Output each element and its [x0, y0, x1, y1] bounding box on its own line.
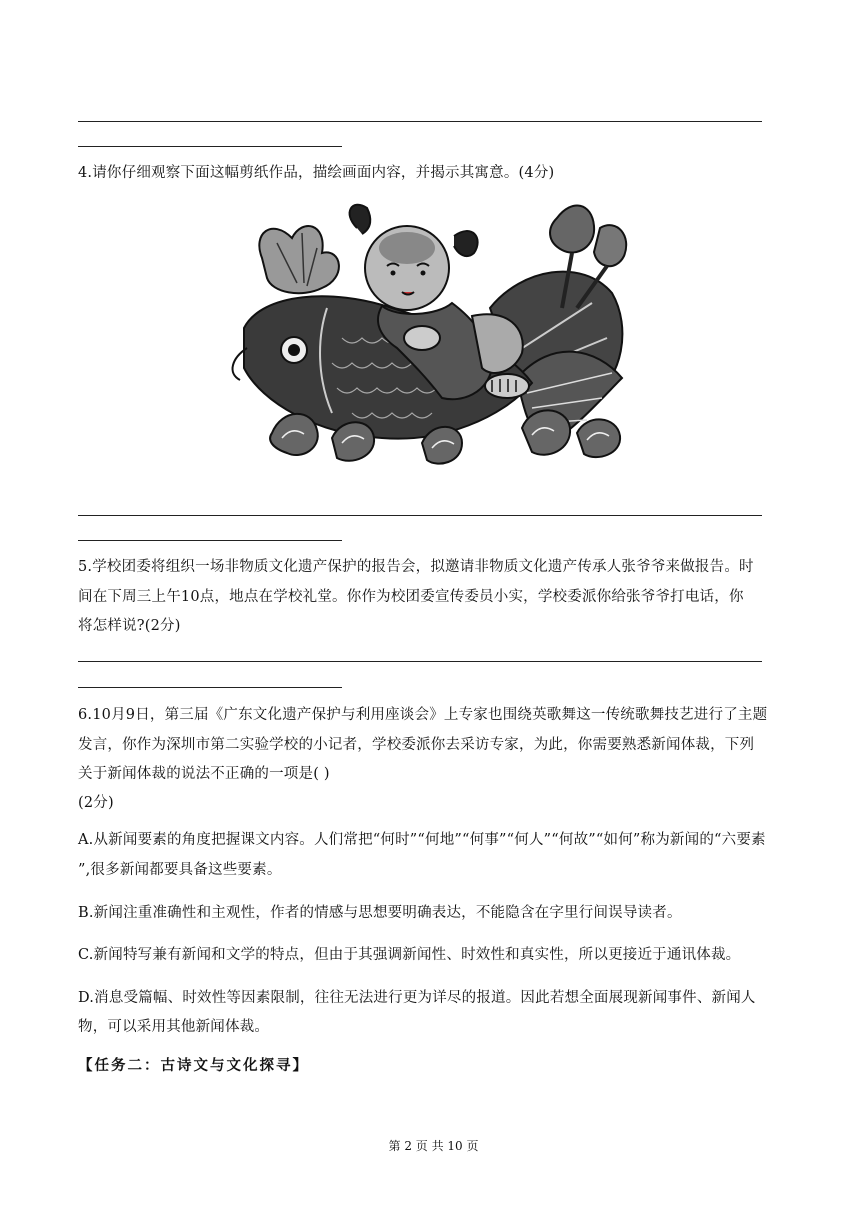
question-5-line-3: 将怎样说?(2分): [78, 618, 181, 634]
answer-line[interactable]: [78, 687, 342, 688]
section-heading-task-2: 【任务二：古诗文与文化探寻】: [78, 1058, 309, 1074]
question-5-line-1: 5.学校团委将组织一场非物质文化遗产保护的报告会，拟邀请非物质文化遗产传承人张爷爷来做报告。时: [78, 559, 754, 575]
answer-line[interactable]: [78, 515, 762, 516]
question-5-line-2: 间在下周三上午10点，地点在学校礼堂。你作为校团委宣传委员小实，学校委派你给张爷爷打电话，你: [78, 589, 744, 605]
option-d-line-2[interactable]: 物，可以采用其他新闻体裁。: [78, 1019, 270, 1035]
paper-cut-illustration: [222, 198, 634, 484]
option-a-line-1[interactable]: A.从新闻要素的角度把握课文内容。人们常把“何时”“何地”“何事”“何人”“何故”“如何”称为新闻的“六要素: [78, 832, 766, 848]
option-a-line-2[interactable]: ”,很多新闻都要具备这些要素。: [78, 862, 282, 878]
page-number: 第 2 页 共 10 页: [388, 1139, 479, 1153]
answer-line[interactable]: [78, 661, 762, 662]
option-c[interactable]: C.新闻特写兼有新闻和文学的特点，但由于其强调新闻性、时效性和真实性，所以更接近于通讯体裁。: [78, 947, 741, 963]
question-6-line-2: 发言，你作为深圳市第二实验学校的小记者，学校委派你去采访专家，为此，你需要熟悉新闻体裁，下列: [78, 737, 755, 753]
answer-line[interactable]: [78, 121, 762, 122]
question-6-score: (2分): [78, 795, 114, 811]
answer-line[interactable]: [78, 540, 342, 541]
answer-line[interactable]: [78, 146, 342, 147]
question-6-line-3: 关于新闻体裁的说法不正确的一项是( ): [78, 766, 330, 782]
option-d-line-1[interactable]: D.消息受篇幅、时效性等因素限制，往往无法进行更为详尽的报道。因此若想全面展现新闻事件、新闻人: [78, 990, 756, 1006]
question-4-prompt: 4.请你仔细观察下面这幅剪纸作品，描绘画面内容，并揭示其寓意。(4分): [78, 165, 555, 181]
option-b[interactable]: B.新闻注重准确性和主观性，作者的情感与思想要明确表达，不能隐含在字里行间误导读者。: [78, 905, 682, 921]
question-6-line-1: 6.10月9日，第三届《广东文化遗产保护与利用座谈会》上专家也围绕英歌舞这一传统歌舞技艺进行了主题: [78, 707, 768, 723]
